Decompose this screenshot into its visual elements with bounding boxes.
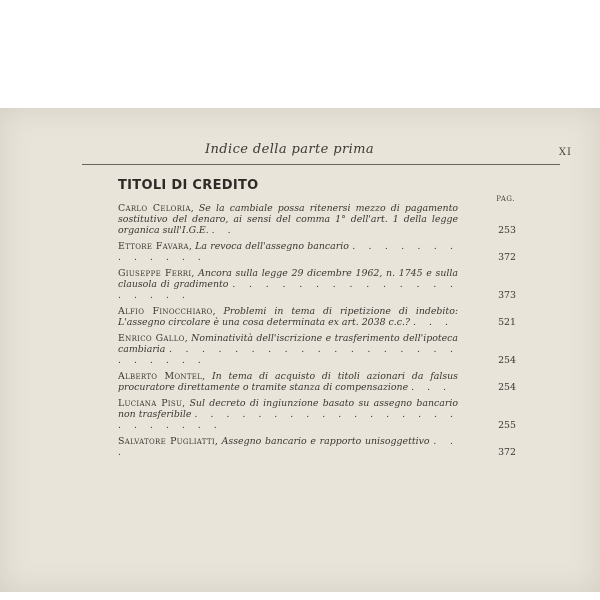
index-entry: Luciana Pisu, Sul decreto di ingiunzione basato su assegno bancario non trasferibile . . . . . . . . . . . . . . . . . . . . . . . . 255: [118, 398, 516, 431]
entry-page: 254: [498, 355, 516, 366]
section-heading: TITOLI DI CREDITO: [118, 178, 259, 193]
index-entry: Salvatore Pugliatti, Assegno bancario e rapporto unisoggettivo . . . 372: [118, 436, 516, 458]
entry-page: 255: [498, 420, 516, 431]
entry-page: 254: [498, 382, 516, 393]
entry-author: Giuseppe Ferri: [118, 268, 192, 279]
running-head: [0, 142, 600, 162]
pag-column-label: PAG.: [496, 195, 515, 203]
entry-leaders: . . . . . . . . . . . . . . . . . . . . . . . .: [118, 409, 458, 431]
index-entry: Alberto Montel, In tema di acquisto di titoli azionari da falsus procuratore direttamente o tramite stanza di compensazione . . . 254: [118, 371, 516, 393]
index-entry: Ettore Favara, La revoca dell'assegno bancario . . . . . . . . . . . . . 372: [118, 241, 516, 263]
entry-leaders: . . .: [413, 317, 453, 328]
entry-title: Problemi in tema di ripetizione di indebito: L'assegno circolare è una cosa determinata ex art. 2038 c.c.?: [118, 306, 458, 328]
entry-author: Ettore Favara: [118, 241, 189, 252]
entry-page: 521: [498, 317, 516, 328]
entry-author: Carlo Celoria: [118, 203, 191, 214]
entry-title: Se la cambiale possa ritenersi mezzo di pagamento sostitutivo del denaro, ai sensi del comma 1° dell'art. 1 della legge organica sull'I.G.E.: [118, 203, 459, 236]
index-entry: Carlo Celoria, Se la cambiale possa ritenersi mezzo di pagamento sostitutivo del denaro, ai sensi del comma 1° dell'art. 1 della legge organica sull'I.G.E. . . 253: [118, 203, 516, 236]
entry-author: Alberto Montel: [118, 371, 203, 382]
entry-author: Luciana Pisu: [118, 398, 183, 409]
index-entry: Giuseppe Ferri, Ancora sulla legge 29 dicembre 1962, n. 1745 e sulla clausola di gradimento . . . . . . . . . . . . . . . . . . . 373: [118, 268, 516, 301]
entry-page: 253: [498, 225, 516, 236]
entry-page: 373: [498, 290, 516, 301]
entry-title: In tema di acquisto di titoli azionari da falsus procuratore direttamente o tramite stanza di compensazione: [118, 371, 458, 393]
header-rule: [82, 164, 560, 165]
entry-title: Sul decreto di ingiunzione basato su assegno bancario non trasferibile: [118, 398, 458, 420]
entry-leaders: . . . . . . . . . . . . . . . . . . .: [118, 279, 459, 301]
entry-page: 372: [498, 252, 516, 263]
page-number: XI: [558, 147, 572, 158]
entry-leaders: . . . . . . . . . . . . .: [118, 241, 458, 263]
entry-leaders: . . .: [118, 436, 458, 458]
index-entry: Enrico Gallo, Nominatività dell'iscrizione e trasferimento dell'ipoteca cambiaria . . . . . . . . . . . . . . . . . . . . . . . . 254: [118, 333, 516, 366]
entry-title: La revoca dell'assegno bancario: [195, 241, 349, 252]
entry-leaders: . .: [211, 225, 236, 236]
index-entry: Alfio Finocchiaro, Problemi in tema di ripetizione di indebito: L'assegno circolare è una cosa determinata ex art. 2038 c.c.? . . . 521: [118, 306, 516, 328]
entry-author: Alfio Finocchiaro: [118, 306, 213, 317]
entry-title: Nominatività dell'iscrizione e trasferimento dell'ipoteca cambiaria: [118, 333, 458, 355]
entry-page: 372: [498, 447, 516, 458]
entry-leaders: . . . . . . . . . . . . . . . . . . . . . . . .: [118, 344, 458, 366]
entry-author: Enrico Gallo: [118, 333, 185, 344]
index-entries: [118, 203, 518, 463]
book-page: [0, 108, 600, 592]
entry-leaders: . . .: [411, 382, 452, 393]
running-head-title: Indice della parte prima: [205, 142, 375, 157]
entry-author: Salvatore Pugliatti: [118, 436, 215, 447]
entry-title: Ancora sulla legge 29 dicembre 1962, n. 1745 e sulla clausola di gradimento: [118, 268, 458, 290]
entry-title: Assegno bancario e rapporto unisoggettivo: [221, 436, 430, 447]
